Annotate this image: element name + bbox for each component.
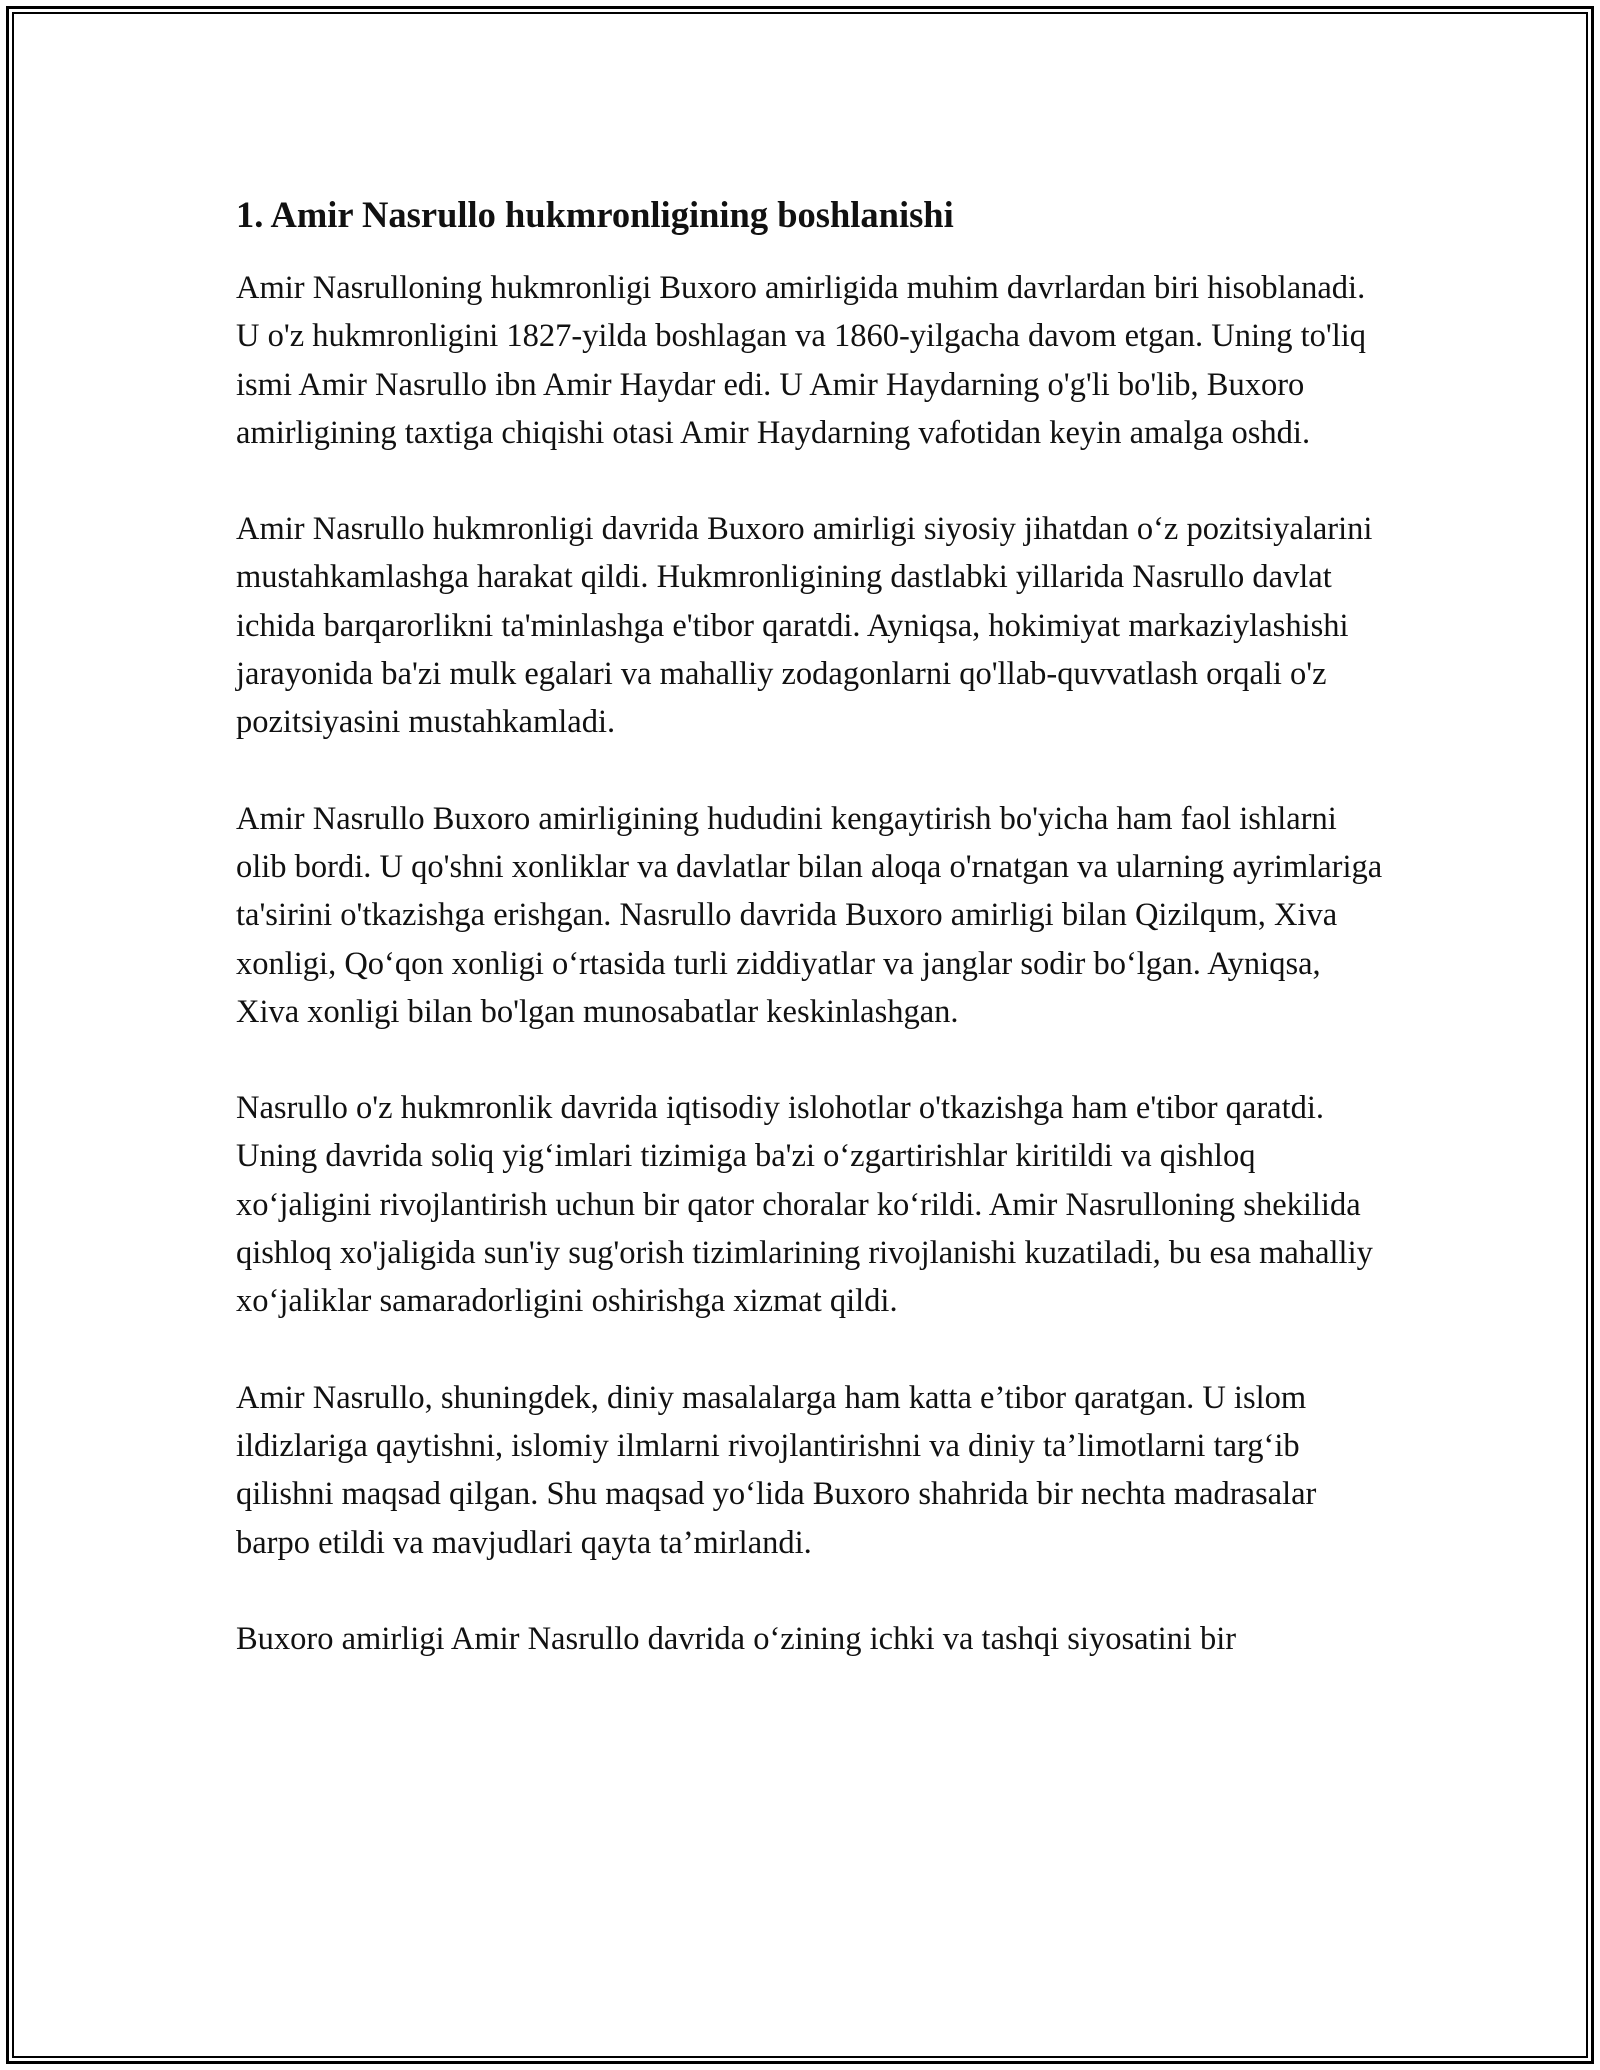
paragraph-2: Amir Nasrullo hukmronligi davrida Buxoro amirligi siyosiy jihatdan oʻz pozitsiyalarini mustahkamlashga harakat qildi. Hukmronligining dastlabki yillarida Nasrullo davlat ichida barqarorlikni ta'minlashga e'tibor qaratdi. Ayniqsa, hokimiyat markaziylashishi jarayonida ba'zi mulk egalari va mahalliy zodagonlarni qo'llab-quvvatlash orqali o'z pozitsiyasini mustahkamladi. [236, 511, 1373, 741]
paragraph-1: Amir Nasrulloning hukmronligi Buxoro amirligida muhim davrlardan biri hisoblanadi. U o'z hukmronligini 1827-yilda boshlagan va 1860-yilgacha davom etgan. Uning to'liq ismi Amir Nasrullo ibn Amir Haydar edi. U Amir Haydarning o'g'li bo'lib, Buxoro amirligining taxtiga chiqishi otasi Amir Haydarning vafotidan keyin amalga oshdi. [236, 270, 1367, 451]
paragraph-6: Buxoro amirligi Amir Nasrullo davrida oʻzining ichki va tashqi siyosatini bir [236, 1620, 1237, 1657]
paragraph-4: Nasrullo o'z hukmronlik davrida iqtisodiy islohotlar o'tkazishga ham e'tibor qaratdi. Uning davrida soliq yigʻimlari tizimiga ba'zi oʻzgartirishlar kiritildi va qishloq xoʻjaligini rivojlantirish uchun bir qator choralar koʻrildi. Amir Nasrulloning shekilida qishloq xo'jaligida sun'iy sug'orish tizimlarining rivojlanishi kuzatiladi, bu esa mahalliy xoʻjaliklar samaradorligini oshirishga xizmat qildi. [236, 1090, 1373, 1320]
document-body [236, 186, 1386, 1711]
paragraph-3: Amir Nasrullo Buxoro amirligining hududini kengaytirish bo'yicha ham faol ishlarni olib bordi. U qo'shni xonliklar va davlatlar bilan aloqa o'rnatgan va ularning ayrimlariga ta'sirini o'tkazishga erishgan. Nasrullo davrida Buxoro amirligi bilan Qizilqum, Xiva xonligi, Qoʻqon xonligi oʻrtasida turli ziddiyatlar va janglar sodir boʻlgan. Ayniqsa, Xiva xonligi bilan bo'lgan munosabatlar keskinlashgan. [236, 800, 1383, 1030]
paragraph-5: Amir Nasrullo, shuningdek, diniy masalalarga ham katta e’tibor qaratgan. U islom ildizlariga qaytishni, islomiy ilmlarni rivojlantirishni va diniy ta’limotlarni targʻib qilishni maqsad qilgan. Shu maqsad yoʻlida Buxoro shahrida bir nechta madrasalar barpo etildi va mavjudlari qayta ta’mirlandi. [236, 1379, 1317, 1561]
section-heading: 1. Amir Nasrullo hukmronligining boshlanishi [236, 194, 954, 235]
